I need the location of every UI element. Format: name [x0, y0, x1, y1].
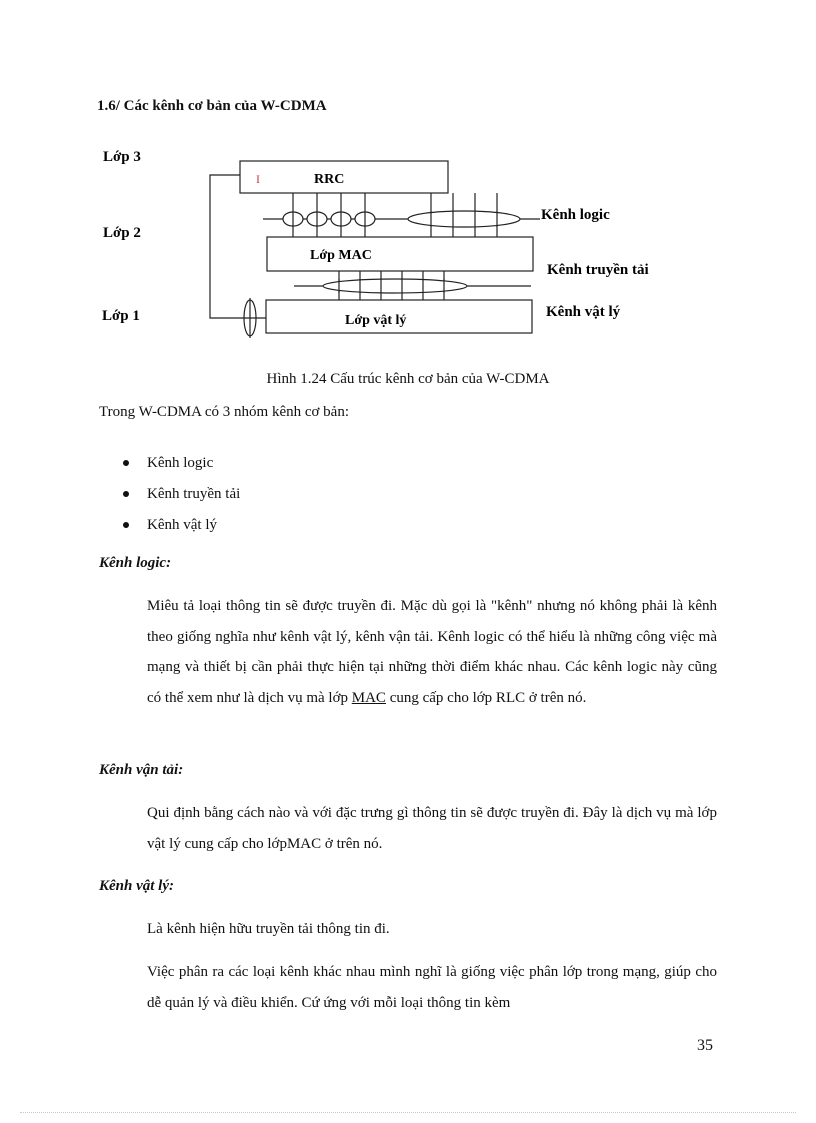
- list-item: Kênh logic: [123, 447, 240, 478]
- bullet-icon: [123, 491, 129, 497]
- logic-channel-label: Kênh logic: [541, 207, 610, 223]
- mac-underlined-term: MAC: [351, 689, 386, 706]
- logic-channel-paragraph: Miêu tả loại thông tin sẽ được truyền đi. Mặc dù gọi là "kênh" nhưng nó không phải là kênh theo giống nghĩa như kênh vật lý, kênh vận tải. Kênh logic có thể hiểu là những công việc mà mạng và thiết bị cần phải thực hiện tại những thời điểm khác nhau. Các kênh logic này cũng có thể xem như là dịch vụ mà lớp MAC cung cấp cho lớp RLC ở trên nó.: [147, 598, 717, 706]
- bracket-line: [210, 175, 266, 318]
- physical-channel-paragraph-2: Việc phân ra các loại kênh khác nhau mình nghĩ là giống việc phân lớp trong mạng, giúp cho dễ quản lý và điều khiển. Cứ ứng với mỗi loại thông tin kèm: [147, 964, 717, 1011]
- bullet-icon: [123, 522, 129, 528]
- phy-label: Lớp vật lý: [345, 313, 407, 328]
- list-item: Kênh vật lý: [123, 509, 240, 540]
- transport-channel-heading: Kênh vận tải:: [99, 762, 184, 778]
- rrc-label: RRC: [314, 172, 345, 187]
- layer-2-label: Lớp 2: [103, 225, 141, 241]
- physical-channel-paragraph-1: Là kênh hiện hữu truyền tải thông tin đi.: [147, 921, 390, 937]
- physical-channel-heading: Kênh vật lý:: [99, 878, 174, 894]
- layer-1-label: Lớp 1: [102, 308, 140, 324]
- bullet-icon: [123, 460, 129, 466]
- list-item: Kênh truyền tải: [123, 478, 240, 509]
- mac-label: Lớp MAC: [310, 248, 372, 263]
- logic-channel-heading: Kênh logic:: [99, 555, 172, 571]
- channel-structure-diagram: [0, 0, 816, 360]
- channel-group-list: [123, 447, 240, 540]
- physical-channel-label: Kênh vật lý: [546, 304, 621, 320]
- footer-divider: [20, 1112, 796, 1113]
- transport-channel-ellipse: [323, 279, 467, 293]
- rrc-tick-mark: I: [256, 172, 260, 186]
- intro-text: Trong W-CDMA có 3 nhóm kênh cơ bản:: [99, 404, 350, 420]
- transport-channel-label: Kênh truyền tải: [547, 262, 649, 278]
- page-number: 35: [697, 1037, 713, 1054]
- layer-3-label: Lớp 3: [103, 149, 141, 165]
- transport-channel-paragraph: Qui định bằng cách nào và với đặc trưng gì thông tin sẽ được truyền đi. Đây là dịch vụ mà lớp vật lý cung cấp cho lớpMAC ở trên nó.: [147, 805, 717, 852]
- figure-caption: Hình 1.24 Cấu trúc kênh cơ bản của W-CDMA: [266, 371, 550, 387]
- section-heading: 1.6/ Các kênh cơ bản của W-CDMA: [97, 98, 327, 114]
- mac-box: [267, 237, 533, 271]
